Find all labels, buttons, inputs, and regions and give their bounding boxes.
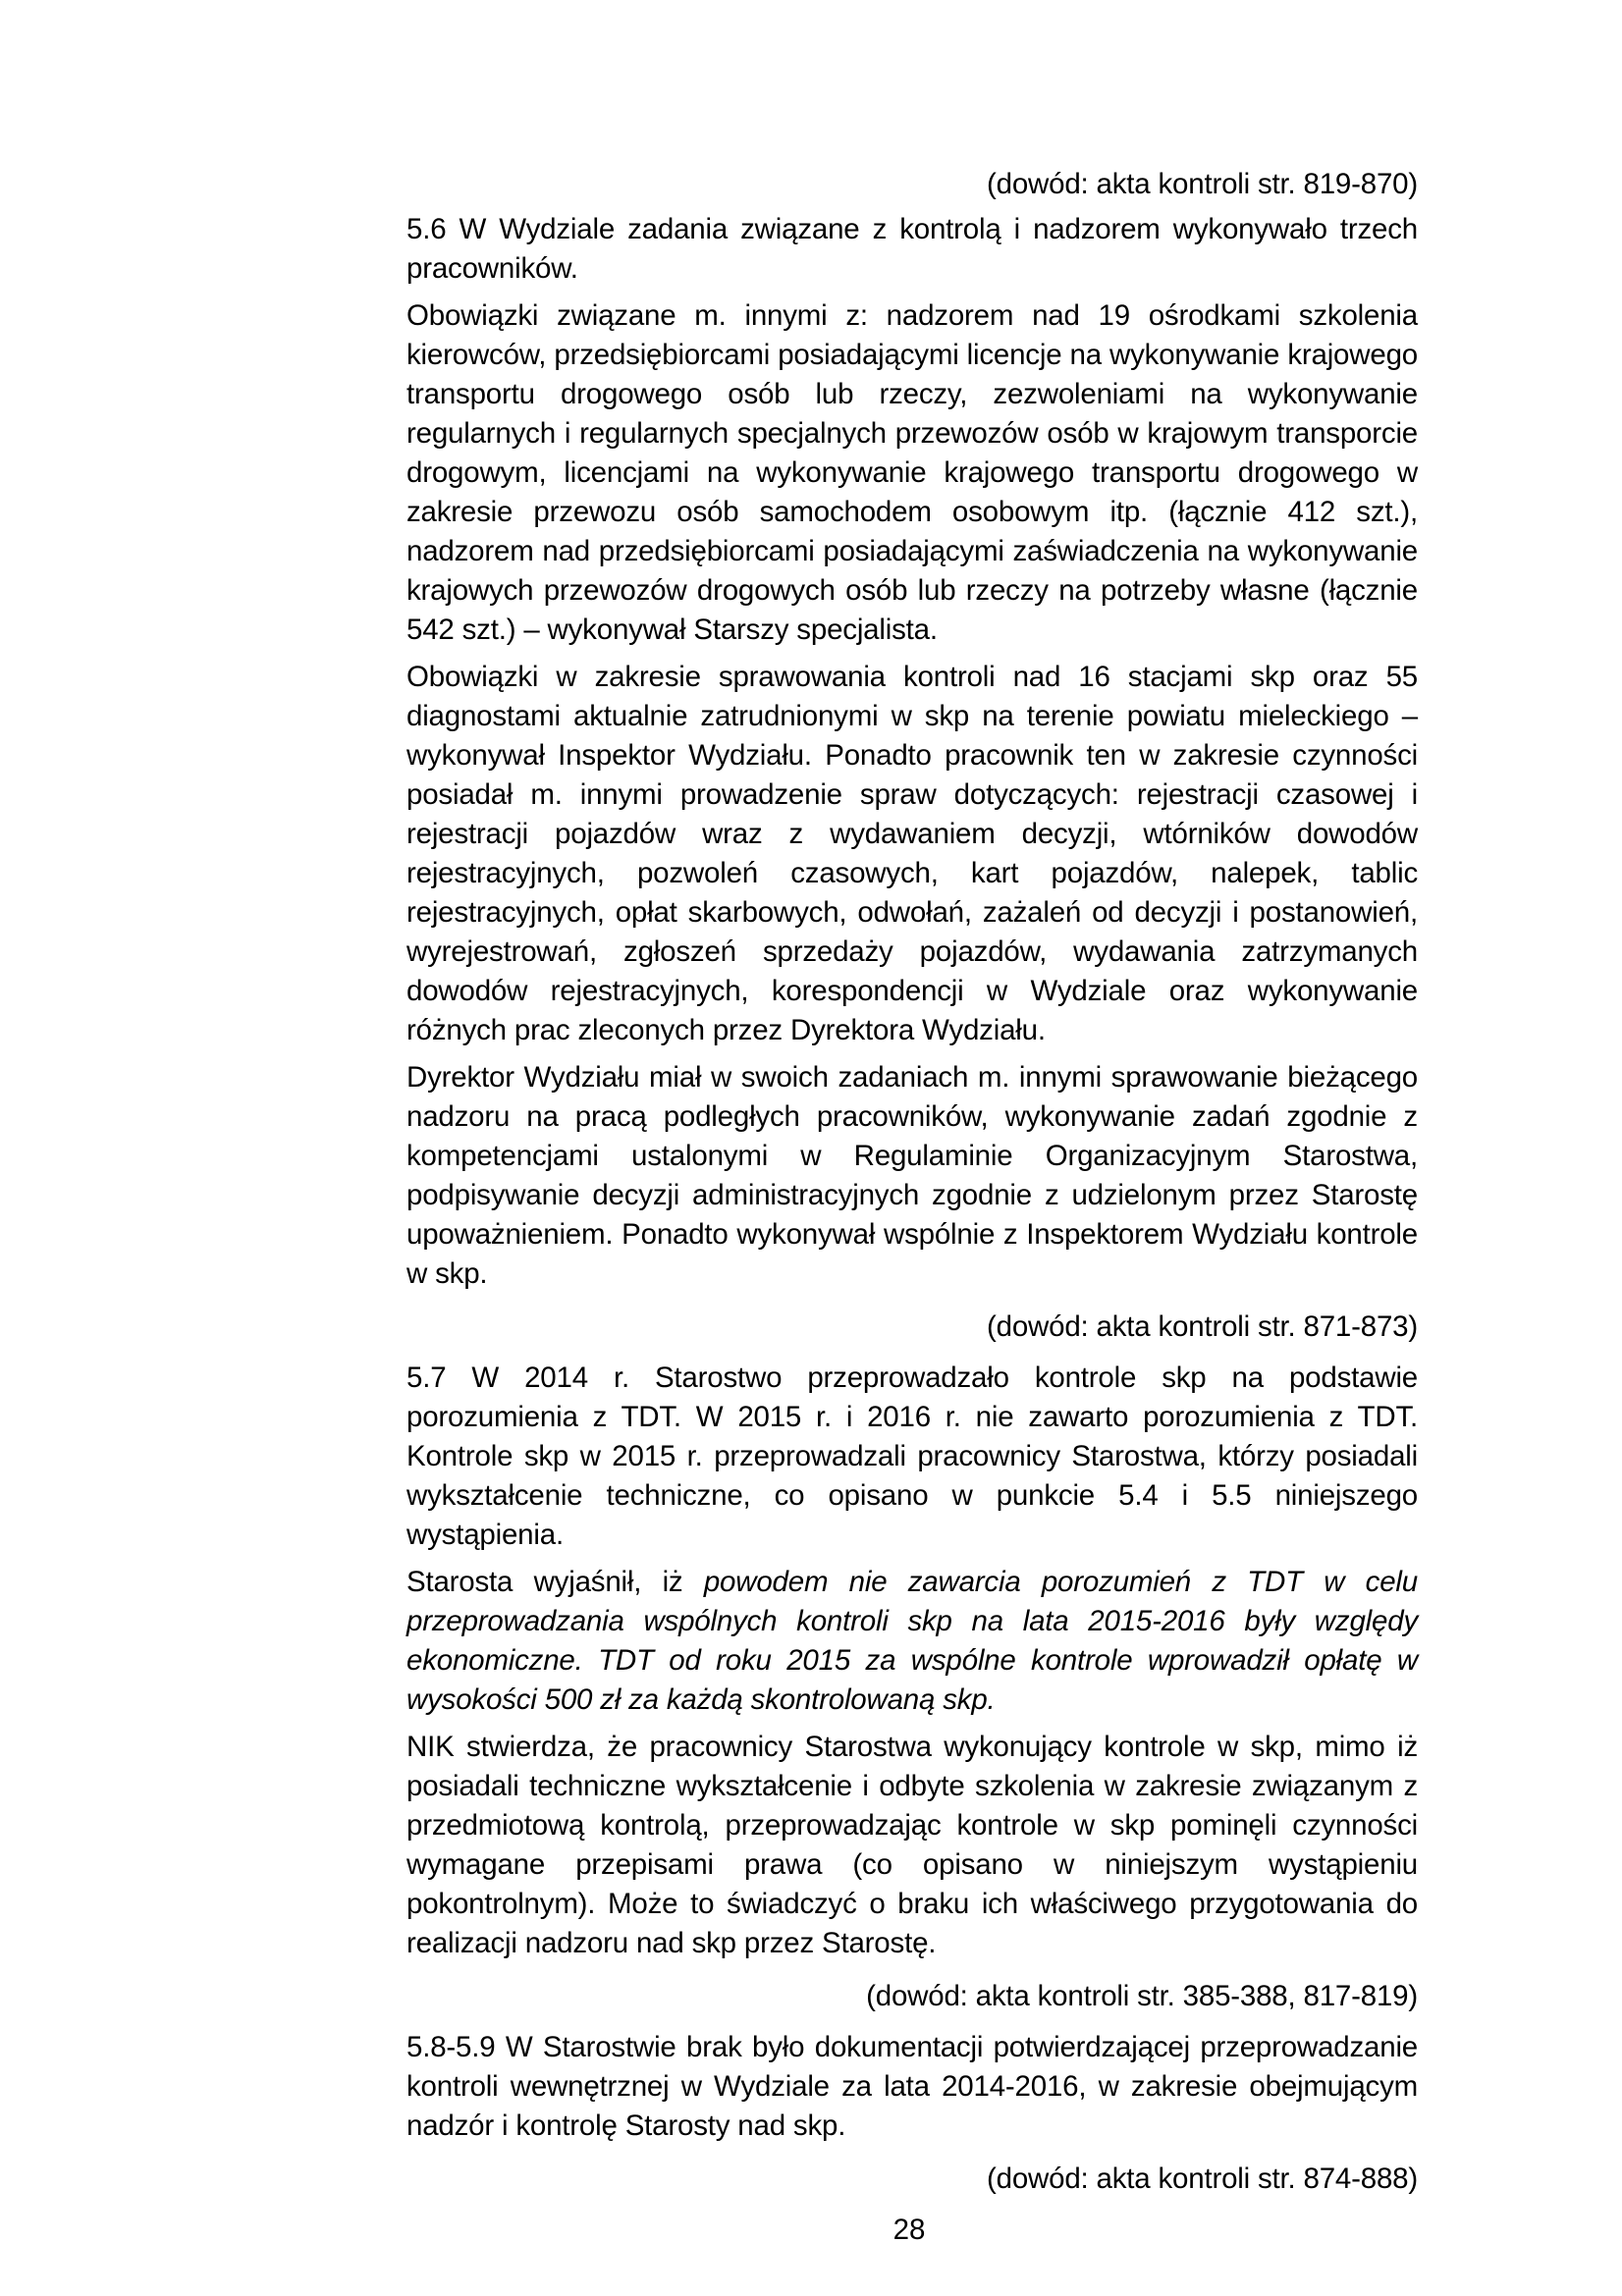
paragraph-5-7-explanation <box>406 1563 1418 1720</box>
paragraph-5-6-director: Dyrektor Wydziału miał w swoich zadaniach m. innymi sprawowanie bieżącego nadzoru na pracą podległych pracowników, wykonywanie zadań zgodnie z kompetencjami ustalonymi w Regulaminie Organizacyjnym Starostwa, podpisywanie decyzji administracyjnych zgodnie z udzielonym przez Starostę upoważnieniem. Ponadto wykonywał wspólnie z Inspektorem Wydziału kontrole w skp. <box>406 1061 1418 1290</box>
paragraph-5-8-5-9: 5.8-5.9 W Starostwie brak było dokumentacji potwierdzającej przeprowadzanie kontroli wewnętrznej w Wydziale za lata 2014-2016, w zakresie obejmującym nadzór i kontrolę Starosty nad skp. <box>406 2031 1418 2142</box>
paragraph-5-7-intro: 5.7 W 2014 r. Starostwo przeprowadzało kontrole skp na podstawie porozumienia z TDT. W 2015 r. i 2016 r. nie zawarto porozumienia z TDT. Kontrole skp w 2015 r. przeprowadzali pracownicy Starostwa, którzy posiadali wykształcenie techniczne, co opisano w punkcie 5.4 i 5.5 niniejszego wystąpienia. <box>406 1362 1418 1551</box>
document-page <box>406 165 1418 2211</box>
evidence-reference: (dowód: akta kontroli str. 871-873) <box>986 1310 1418 1343</box>
evidence-reference: (dowód: akta kontroli str. 385-388, 817-819) <box>866 1980 1418 2012</box>
evidence-reference: (dowód: akta kontroli str. 819-870) <box>986 168 1418 200</box>
paragraph-5-7-nik-finding: NIK stwierdza, że pracownicy Starostwa wykonujący kontrole w skp, mimo iż posiadali techniczne wykształcenie i odbyte szkolenia w zakresie związanym z przedmiotową kontrolą, przeprowadzając kontrole w skp pominęli czynności wymagane przepisami prawa (co opisano w niniejszym wystąpieniu pokontrolnym). Może to świadczyć o braku ich właściwego przygotowania do realizacji nadzoru nad skp przez Starostę. <box>406 1731 1418 1959</box>
explanation-lead: Starosta wyjaśnił, iż <box>406 1566 704 1598</box>
paragraph-5-6-intro: 5.6 W Wydziale zadania związane z kontrolą i nadzorem wykonywało trzech pracowników. <box>406 213 1418 285</box>
explanation-quote: powodem nie zawarcia porozumień z TDT w celu przeprowadzania wspólnych kontroli skp na lata 2015-2016 były względy ekonomiczne. TDT od roku 2015 za wspólne kontrole wprowadził opłatę w wysokości 500 zł za każdą skontrolowaną skp. <box>406 1566 1418 1716</box>
paragraph-5-6-senior-specialist: Obowiązki związane m. innymi z: nadzorem nad 19 ośrodkami szkolenia kierowców, przedsiębiorcami posiadającymi licencje na wykonywanie krajowego transportu drogowego osób lub rzeczy, zezwoleniami na wykonywanie regularnych i regularnych specjalnych przewozów osób w krajowym transporcie drogowym, licencjami na wykonywanie krajowego transportu drogowego w zakresie przewozu osób samochodem osobowym itp. (łącznie 412 szt.), nadzorem nad przedsiębiorcami posiadającymi zaświadczenia na wykonywanie krajowych przewozów drogowych osób lub rzeczy na potrzeby własne (łącznie 542 szt.) – wykonywał Starszy specjalista. <box>406 299 1418 646</box>
paragraph-5-6-inspector: Obowiązki w zakresie sprawowania kontroli nad 16 stacjami skp oraz 55 diagnostami aktualnie zatrudnionymi w skp na terenie powiatu mieleckiego – wykonywał Inspektor Wydziału. Ponadto pracownik ten w zakresie czynności posiadał m. innymi prowadzenie spraw dotyczących: rejestracji czasowej i rejestracji pojazdów wraz z wydawaniem decyzji, wtórników dowodów rejestracyjnych, pozwoleń czasowych, kart pojazdów, nalepek, tablic rejestracyjnych, opłat skarbowych, odwołań, zażaleń od decyzji i postanowień, wyrejestrowań, zgłoszeń sprzedaży pojazdów, wydawania zatrzymanych dowodów rejestracyjnych, korespondencji w Wydziale oraz wykonywanie różnych prac zleconych przez Dyrektora Wydziału. <box>406 661 1418 1046</box>
evidence-reference: (dowód: akta kontroli str. 874-888) <box>986 2163 1418 2195</box>
page-number: 28 <box>892 2214 926 2246</box>
